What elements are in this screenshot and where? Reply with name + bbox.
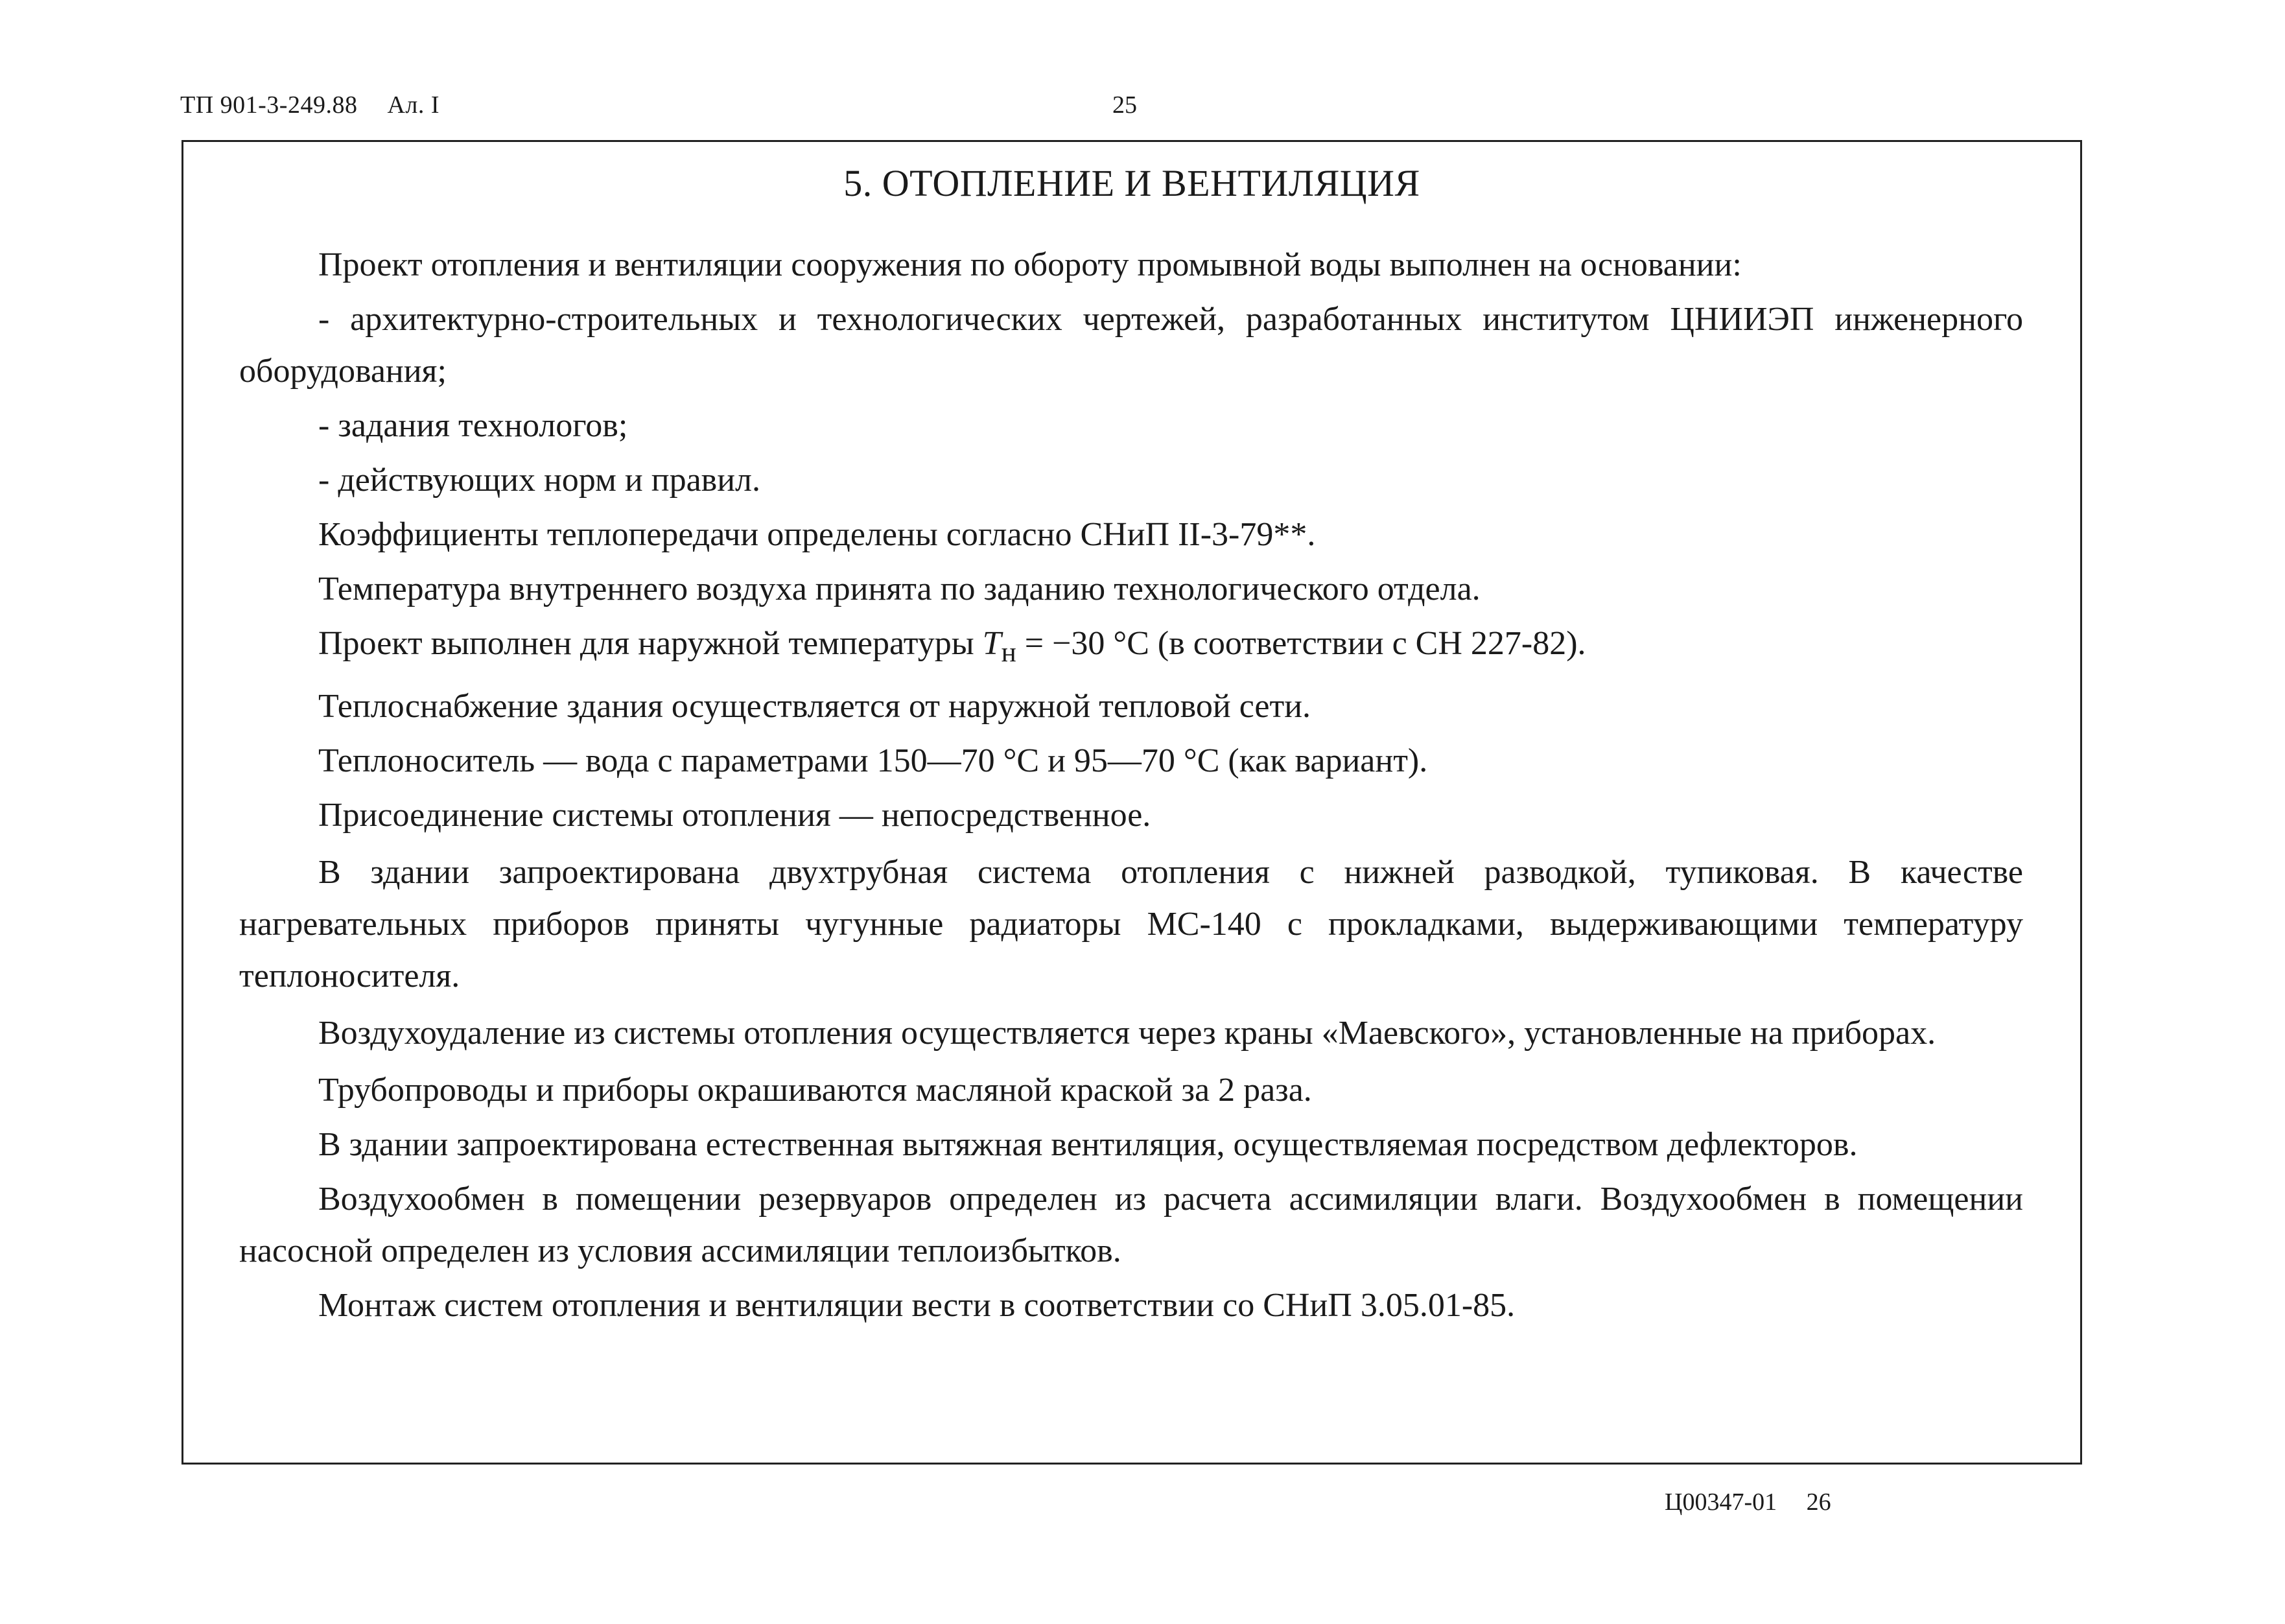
paragraph-intro: Проект отопления и вентиляции сооружения по обороту промывной воды выполнен на основании: — [318, 246, 1742, 283]
paragraph-heat-transfer: Коэффициенты теплопередачи определены согласно СНиП II-3-79**. — [318, 516, 1316, 553]
document-footer — [1665, 1488, 1831, 1516]
paragraph-painting: Трубопроводы и приборы окрашиваются масляной краской за 2 раза. — [318, 1072, 1312, 1109]
paragraph-installation: Монтаж систем отопления и вентиляции вести в соответствии со СНиП 3.05.01-85. — [318, 1287, 1516, 1324]
temperature-symbol: T — [982, 625, 1002, 662]
footer-code: Ц00347-01 — [1665, 1489, 1777, 1516]
paragraph-air-exchange: Воздухообмен в помещении резервуаров определен из расчета ассимиляции влаги. Воздухообмен в помещении насосной определен из условия ассимиляции теплоизбытков. — [239, 1181, 2023, 1270]
paragraph-heat-supply: Теплоснабжение здания осуществляется от наружной тепловой сети. — [318, 688, 1311, 725]
document-header — [180, 91, 439, 119]
page-number: 25 — [1112, 91, 1137, 119]
paragraph-basis-drawings: - архитектурно-строительных и технологических чертежей, разработанных институтом ЦНИИЭП инженерного оборудования; — [239, 301, 2023, 390]
paragraph-internal-temperature: Температура внутреннего воздуха принята по заданию технологического отдела. — [318, 571, 1481, 607]
temperature-suffix: = −30 °С (в соответствии с СН 227-82). — [1016, 625, 1586, 662]
temperature-subscript: н — [1001, 637, 1016, 668]
section-title: 5. ОТОПЛЕНИЕ И ВЕНТИЛЯЦИЯ — [843, 162, 1420, 204]
paragraph-heat-carrier: Теплоноситель — вода с параметрами 150—70 °С и 95—70 °С (как вариант). — [318, 742, 1428, 780]
album-label: Ал. I — [387, 91, 440, 119]
paragraph-basis-norms: - действующих норм и правил. — [318, 462, 760, 499]
paragraph-outdoor-temperature — [239, 618, 2023, 678]
paragraph-basis-tasks: - задания технологов; — [318, 407, 628, 444]
paragraph-ventilation: В здании запроектирована естественная вытяжная вентиляция, осуществляемая посредством дефлекторов. — [318, 1126, 1858, 1164]
paragraph-connection: Присоединение системы отопления — непосредственное. — [318, 797, 1151, 834]
temperature-prefix: Проект выполнен для наружной температуры — [318, 625, 983, 662]
paragraph-air-removal: Воздухоудаление из системы отопления осуществляется через краны «Маевского», установленные на приборах. — [318, 1015, 1936, 1052]
footer-sheet-number: 26 — [1806, 1489, 1831, 1516]
paragraph-heating-system: В здании запроектирована двухтрубная система отопления с нижней разводкой, тупиковая. В качестве нагревательных приборов приняты чугунные радиаторы МС-140 с прокладками, выдерживающими температуру теплоносителя. — [239, 854, 2023, 995]
document-code: ТП 901-3-249.88 — [180, 91, 358, 119]
section-body — [239, 239, 2023, 1334]
content-frame — [182, 140, 2082, 1465]
